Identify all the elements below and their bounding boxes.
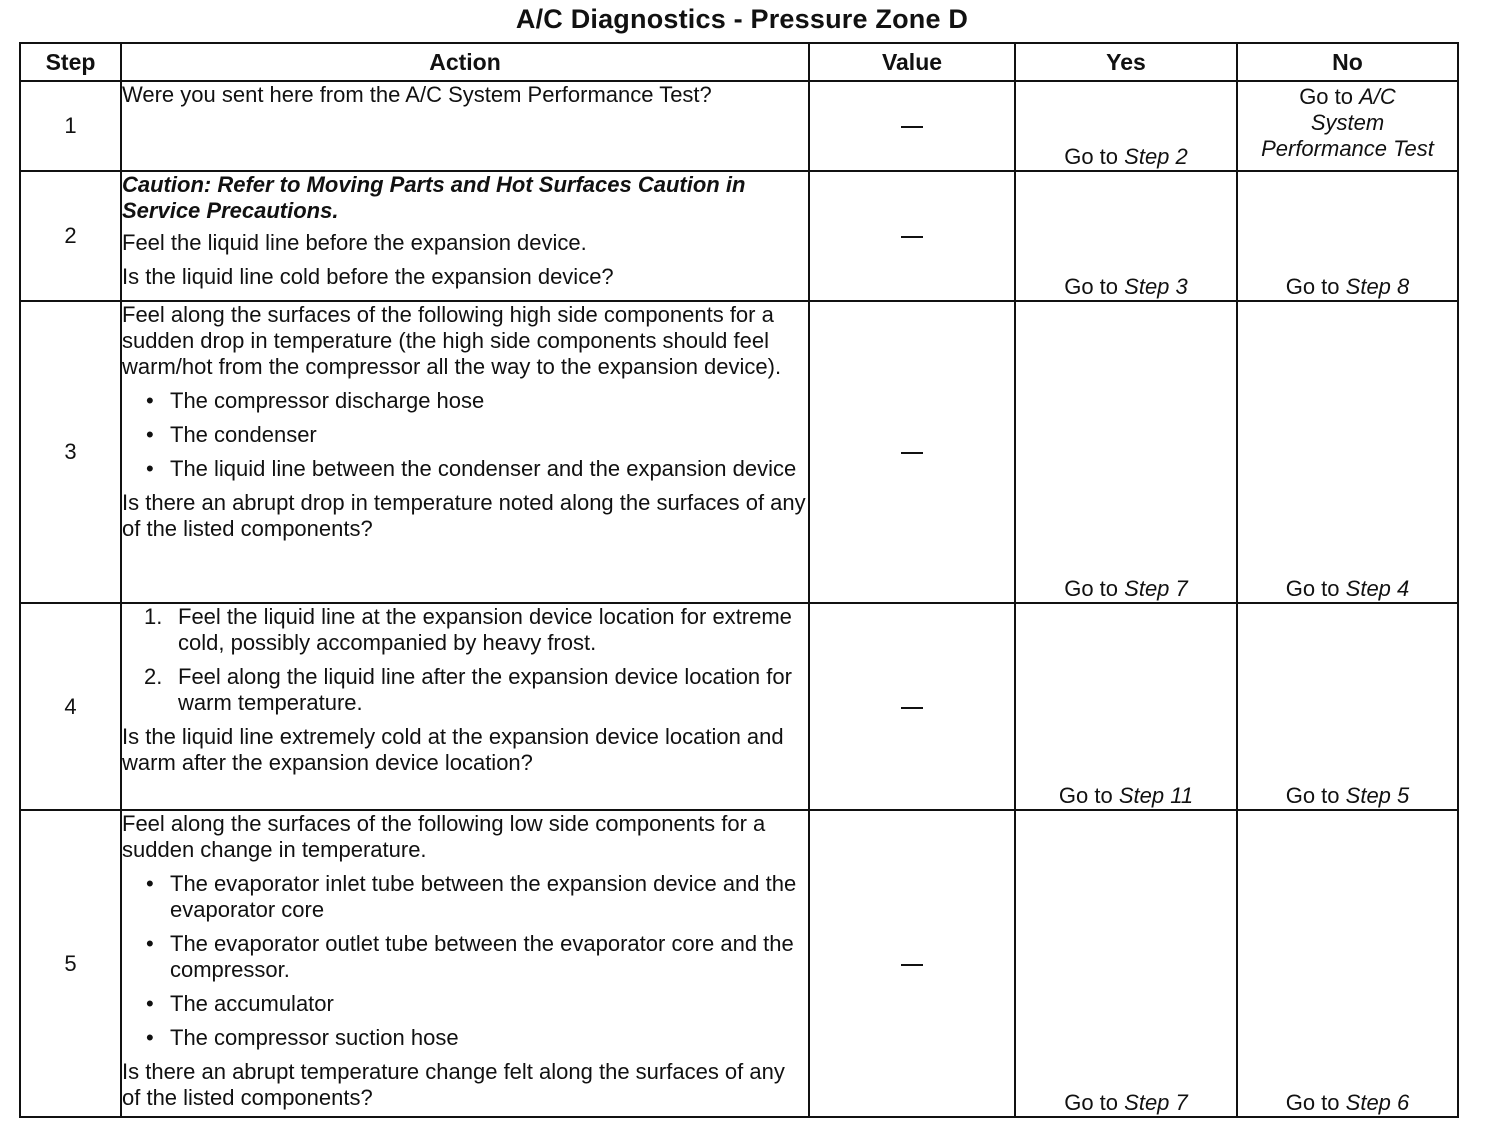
table-header-row [20, 43, 1458, 81]
header-no: No [1237, 43, 1458, 81]
go-to-label: Go to [1299, 84, 1353, 109]
table-row [20, 603, 1458, 810]
numbered-steps [122, 604, 808, 716]
table-row [20, 810, 1458, 1117]
value-dash [901, 707, 923, 709]
list-item: 2. Feel along the liquid line after the expansion device location for warm temperature. [144, 664, 792, 715]
no-cell [1237, 171, 1458, 301]
no-ref-line3[interactable]: Performance Test [1261, 136, 1434, 161]
value-dash [901, 452, 923, 454]
yes-cell [1015, 171, 1237, 301]
no-step-ref[interactable]: Step 8 [1345, 274, 1410, 299]
value-dash [901, 236, 923, 238]
value-dash [901, 126, 923, 128]
header-yes: Yes [1015, 43, 1237, 81]
header-step: Step [20, 43, 121, 81]
go-to-label: Go to [1064, 274, 1119, 299]
step-number: 2 [20, 171, 121, 301]
yes-step-ref[interactable]: Step 2 [1124, 144, 1188, 169]
list-item: • The compressor suction hose [122, 1025, 808, 1051]
go-to-label: Go to [1064, 576, 1119, 601]
action-cell [121, 81, 809, 171]
question-text: Is the liquid line extremely cold at the expansion device location and warm after the expansion device location? [122, 724, 784, 775]
no-cell [1237, 81, 1458, 171]
action-text: Feel along the surfaces of the following low side components for a sudden change in temperature. [122, 811, 766, 862]
go-to-label: Go to [1064, 144, 1119, 169]
no-cell [1237, 810, 1458, 1117]
question-text: Is there an abrupt temperature change felt along the surfaces of any of the listed components? [122, 1059, 785, 1110]
no-step-ref[interactable]: Step 6 [1345, 1090, 1410, 1115]
no-cell [1237, 603, 1458, 810]
go-to-label: Go to [1285, 576, 1340, 601]
header-value: Value [809, 43, 1015, 81]
value-cell [809, 301, 1015, 603]
yes-step-ref[interactable]: Step 7 [1124, 576, 1188, 601]
value-cell [809, 603, 1015, 810]
step-number: 3 [20, 301, 121, 603]
action-cell [121, 301, 809, 603]
list-item: • The accumulator [122, 991, 808, 1017]
yes-step-ref[interactable]: Step 11 [1118, 783, 1194, 808]
yes-cell [1015, 810, 1237, 1117]
no-ref-line1[interactable]: A/C [1359, 84, 1396, 109]
list-item: 1. Feel the liquid line at the expansion device location for extreme cold, possibly accompanied by heavy frost. [144, 604, 792, 655]
action-text: Feel the liquid line before the expansion device. [122, 230, 587, 255]
go-to-label: Go to [1064, 1090, 1119, 1115]
yes-cell [1015, 81, 1237, 171]
go-to-label: Go to [1285, 274, 1340, 299]
question-text: Is the liquid line cold before the expansion device? [122, 264, 614, 289]
value-cell [809, 81, 1015, 171]
yes-step-ref[interactable]: Step 3 [1124, 274, 1188, 299]
go-to-label: Go to [1058, 783, 1113, 808]
go-to-label: Go to [1285, 1090, 1340, 1115]
value-cell [809, 810, 1015, 1117]
no-cell [1237, 301, 1458, 603]
action-cell [121, 171, 809, 301]
list-item: • The evaporator inlet tube between the expansion device and the evaporator core [122, 871, 808, 923]
table-row [20, 171, 1458, 301]
action-text: Were you sent here from the A/C System Performance Test? [122, 82, 712, 107]
no-step-ref[interactable]: Step 5 [1345, 783, 1410, 808]
table-row [20, 81, 1458, 171]
list-item: • The condenser [122, 422, 808, 448]
diagnostics-table [19, 42, 1459, 1118]
question-text: Is there an abrupt drop in temperature noted along the surfaces of any of the listed components? [122, 490, 806, 541]
list-item: • The evaporator outlet tube between the evaporator core and the compressor. [122, 931, 808, 983]
table-row [20, 301, 1458, 603]
value-dash [901, 964, 923, 966]
go-to-label: Go to [1285, 783, 1340, 808]
header-action: Action [121, 43, 809, 81]
yes-cell [1015, 603, 1237, 810]
action-cell [121, 603, 809, 810]
component-list [122, 388, 808, 482]
page-title: A/C Diagnostics - Pressure Zone D [515, 4, 969, 34]
step-number: 1 [20, 81, 121, 171]
yes-cell [1015, 301, 1237, 603]
caution-text: Caution: Refer to Moving Parts and Hot Surfaces Caution in Service Precautions. [122, 172, 746, 223]
action-cell [121, 810, 809, 1117]
no-ref-line2[interactable]: System [1310, 110, 1385, 135]
action-text: Feel along the surfaces of the following high side components for a sudden drop in temperature (the high side components should feel warm/hot from the compressor all the way to the expansion device). [122, 302, 782, 379]
step-number: 4 [20, 603, 121, 810]
step-number: 5 [20, 810, 121, 1117]
list-item: • The compressor discharge hose [122, 388, 808, 414]
component-list [122, 871, 808, 1051]
no-step-ref[interactable]: Step 4 [1345, 576, 1410, 601]
value-cell [809, 171, 1015, 301]
list-item: • The liquid line between the condenser and the expansion device [122, 456, 808, 482]
yes-step-ref[interactable]: Step 7 [1124, 1090, 1188, 1115]
